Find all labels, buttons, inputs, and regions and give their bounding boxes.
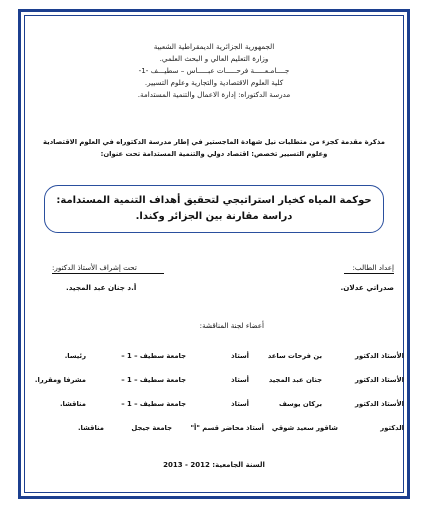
member-role: مشرفا ومقررا. [34, 376, 86, 384]
member-rank: أستاذ محاضر قسم "أ" [190, 424, 264, 432]
member-title: الأستاذ الدكتور [355, 400, 404, 408]
supervisor-label-underline [52, 273, 164, 274]
member-name: جنان عبد المجيد [268, 376, 322, 384]
member-role: رئيسا. [64, 352, 86, 360]
header-university: جــــامـعـــــة فرحـــــات عبـــــاس – سطيـــف -1- [138, 66, 290, 75]
member-title: الأستاذ الدكتور [355, 352, 404, 360]
header-doctoral-school: مدرسة الدكتوراه: إدارة الاعمال والتنمية المستدامة. [137, 90, 291, 99]
supervisor-name: أ.د جنان عبد المجيد. [66, 283, 137, 292]
member-title: الدكتور [380, 424, 404, 432]
header-faculty: كلية العلوم الاقتصادية والتجارية وعلوم التسيير. [144, 78, 284, 87]
student-name: صدراتي عدلان. [340, 283, 394, 292]
supervisor-label: تحت إشراف الأستاذ الدكتور: [52, 263, 137, 272]
member-university: جامعة سطيف – 1 – [121, 376, 186, 384]
member-role: مناقشا. [59, 400, 86, 408]
committee-row [24, 424, 404, 436]
member-rank: أستاذ [231, 400, 249, 408]
header-ministry: وزارة التعليم العالي و البحث العلمي. [159, 54, 269, 63]
committee-row [24, 352, 404, 364]
header-republic: الجمهورية الجزائرية الديمقراطية الشعبية [153, 42, 275, 51]
member-name: شاقور سعيد شوقي [271, 424, 338, 432]
academic-year: السنة الجامعية: 2012 - 2013 [163, 461, 265, 469]
member-name: بركان يوسف [278, 400, 322, 408]
page-content [24, 15, 404, 493]
member-university: جامعة جيجل [131, 424, 172, 432]
student-label-underline [344, 273, 394, 274]
member-title: الأستاذ الدكتور [355, 376, 404, 384]
member-role: مناقشا. [77, 424, 104, 432]
member-university: جامعة سطيف – 1 – [121, 400, 186, 408]
member-university: جامعة سطيف – 1 – [121, 352, 186, 360]
committee-label: أعضاء لجنة المناقشة: [199, 321, 264, 330]
member-name: بن فرحات ساعد [267, 352, 322, 360]
member-rank: أستاذ [231, 352, 249, 360]
thesis-title-line-1: حوكمة المياه كخيار استراتيجي لتحقيق أهداف التنمية المستدامة: [56, 195, 372, 206]
intro-line-1: مذكرة مقدمة كجزء من متطلبات نيل شهادة الماجستير في إطار مدرسة الدكتوراه في العلوم الاقتصادية [43, 138, 385, 146]
committee-row [24, 400, 404, 412]
student-label: إعداد الطالب: [352, 263, 394, 272]
thesis-title-line-2: دراسة مقارنة بين الجزائر وكندا. [135, 211, 293, 222]
intro-line-2: وعلوم التسيير تخصص: اقتصاد دولي والتنمية المستدامة تحت عنوان: [100, 150, 328, 158]
committee-row [24, 376, 404, 388]
thesis-title-box [44, 185, 384, 233]
member-rank: أستاذ [231, 376, 249, 384]
